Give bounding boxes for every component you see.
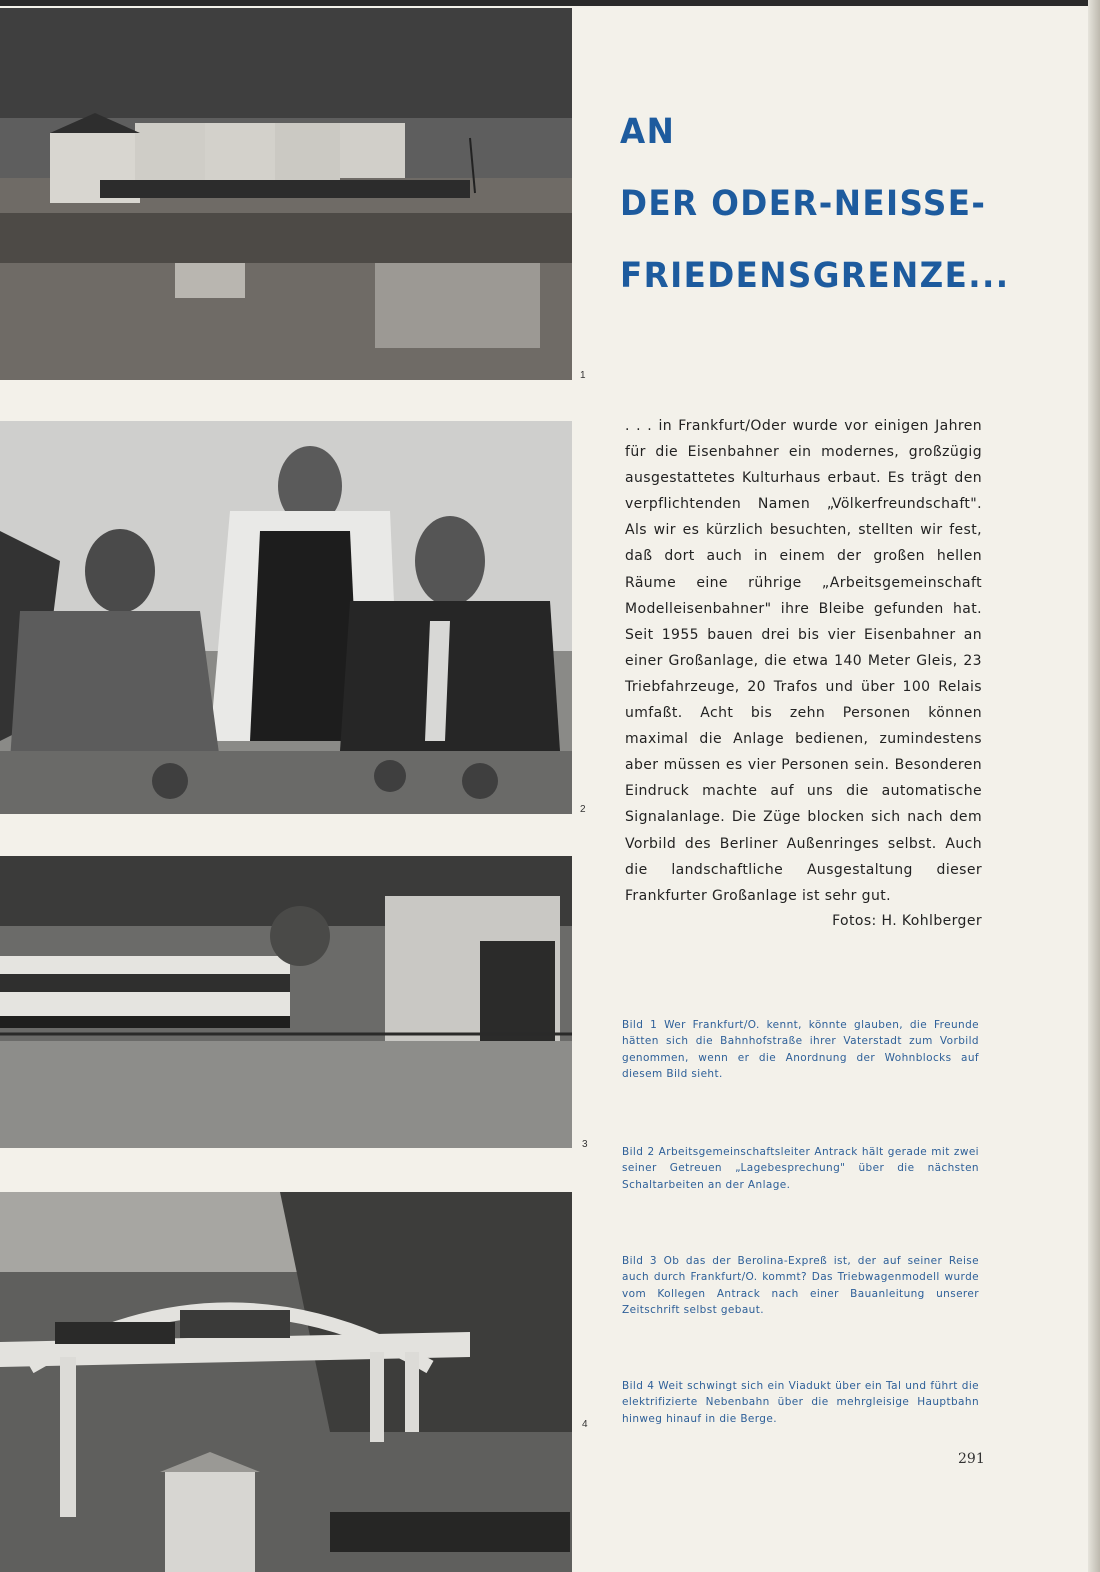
headline <box>620 96 1039 312</box>
photo-2-number: 2 <box>580 804 586 815</box>
caption-bild-4: Bild 4 Weit schwingt sich ein Viadukt über ein Tal und führt die elektrifizierte Nebenbahn über die mehrgleisige Hauptbahn hinweg hinauf in die Berge. <box>622 1380 979 1425</box>
headline-line-2: DER ODER-NEISSE- <box>620 184 987 224</box>
photo-3-number: 3 <box>582 1139 588 1150</box>
photo-4-number: 4 <box>582 1419 588 1430</box>
headline-line-1: AN <box>620 112 676 152</box>
caption-bild-3: Bild 3 Ob das der Berolina-Expreß ist, der auf seiner Reise auch durch Frankfurt/O. kommt? Das Triebwagenmodell wurde vom Kollegen Antrack nach einer Bauanleitung unserer Zeitschrift selbst gebaut. <box>622 1255 979 1317</box>
photo-2-workgroup <box>0 421 572 814</box>
page-edge <box>1088 0 1100 1572</box>
article-body: . . . in Frankfurt/Oder wurde vor einigen Jahren für die Eisenbahner ein modernes, großzügig ausgestattetes Kulturhaus erbaut. Es trägt den verpflichtenden Namen „Völkerfreundschaft". Als wir es kürzlich besuchten, stellten wir fest, daß dort auch in einem der großen hellen Räume eine rührige „Arbeitsgemeinschaft Modelleisenbahner" ihre Bleibe gefunden hat. Seit 1955 bauen drei bis vier Eisenbahner an einer Großanlage, die etwa 140 Meter Gleis, 23 Triebfahrzeuge, 20 Trafos und über 100 Relais umfaßt. Acht bis zehn Personen können maximal die Anlage bedienen, zumindestens aber müssen es vier Personen sein. Besonderen Eindruck machte auf uns die automatische Signalanlage. Die Züge blocken sich nach dem Vorbild des Berliner Außenringes selbst. Auch die landschaftliche Ausgestaltung dieser Frankfurter Großanlage ist sehr gut. <box>625 418 982 904</box>
photo-4-viaduct <box>0 1192 572 1572</box>
headline-line-3: FRIEDENSGRENZE... <box>620 256 1010 296</box>
photo-1-model-town <box>0 8 572 380</box>
page-number: 291 <box>958 1451 985 1467</box>
caption-bild-1: Bild 1 Wer Frankfurt/O. kennt, könnte glauben, die Freunde hätten sich die Bahnhofstraße ihrer Vaterstadt zum Vorbild genommen, wenn er die Anordnung der Wohnblocks auf diesem Bild sieht. <box>622 1019 979 1081</box>
caption-bild-2: Bild 2 Arbeitsgemeinschaftsleiter Antrack hält gerade mit zwei seiner Getreuen „Lagebesprechung" über die nächsten Schaltarbeiten an der Anlage. <box>622 1146 979 1191</box>
photo-3-railcar <box>0 856 572 1148</box>
photo-credit: Fotos: H. Kohlberger <box>832 913 982 929</box>
top-edge-line <box>0 0 1100 6</box>
photo-1-number: 1 <box>580 370 586 381</box>
